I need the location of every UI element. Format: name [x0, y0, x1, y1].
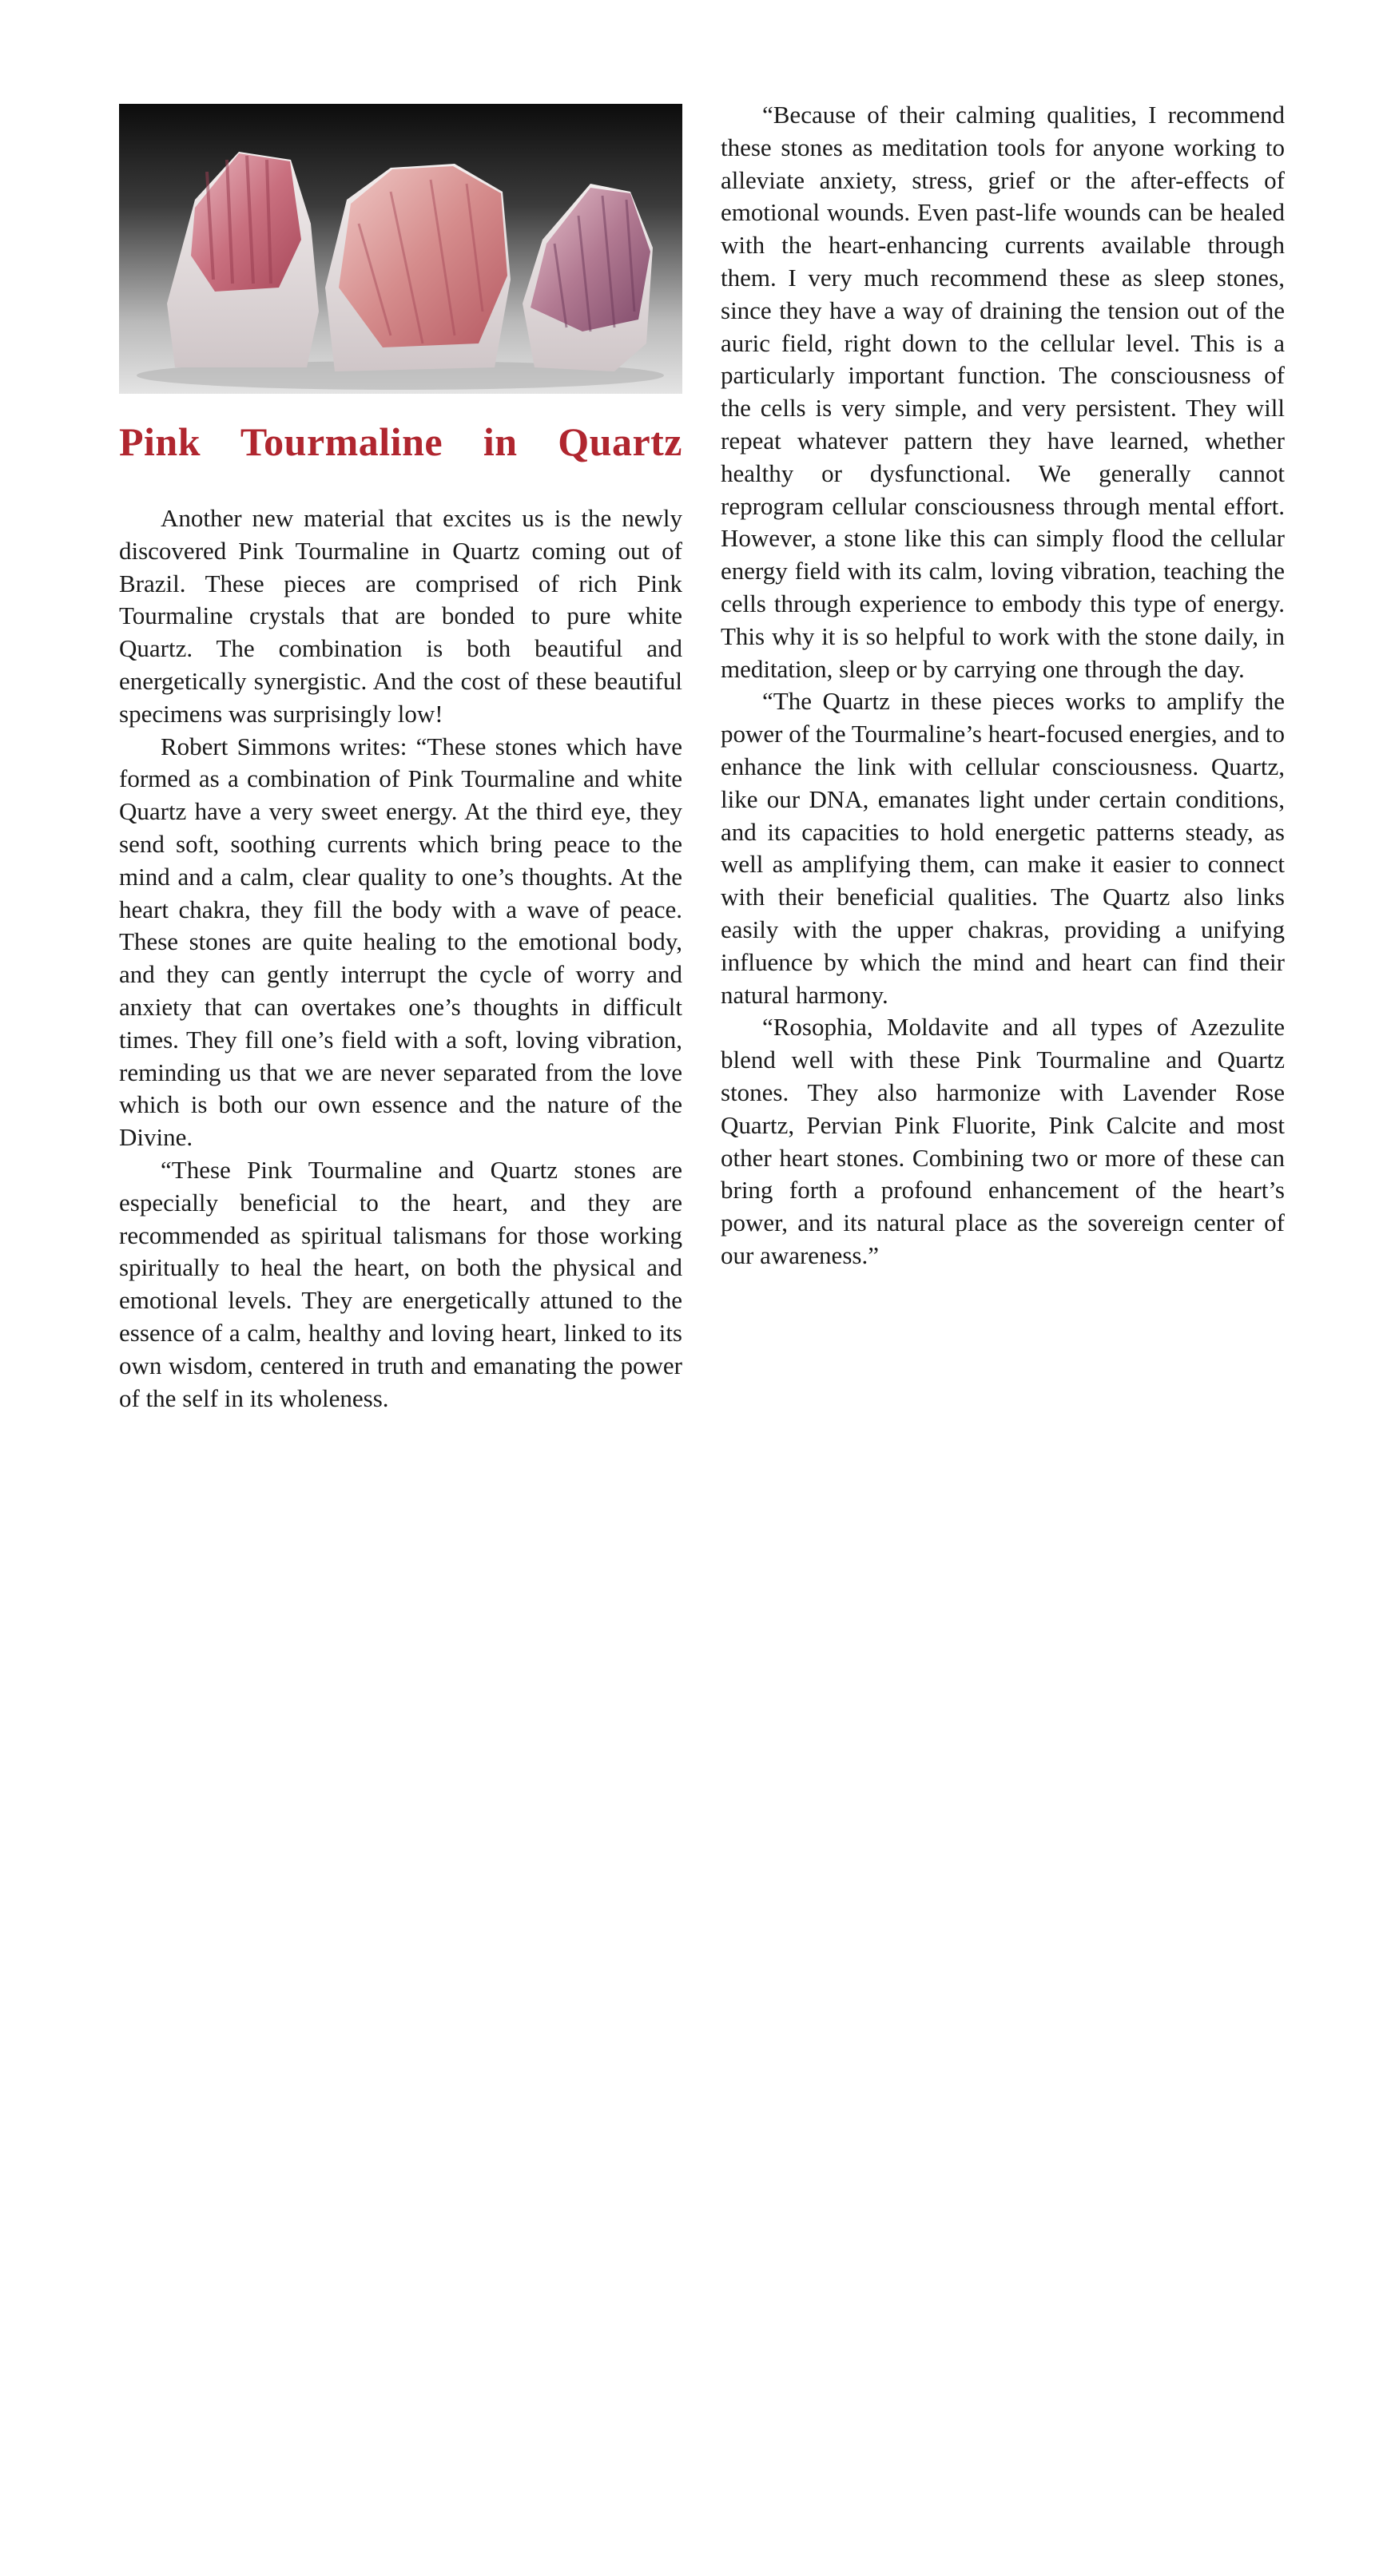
- article-title: Pink Tourmaline in Quartz: [119, 419, 682, 464]
- paragraph: “The Quartz in these pieces works to amplify the power of the Tourmaline’s heart-focused energies, and to enhance the link with cellular consciousness. Quartz, like our DNA, emanates light under certain conditions, and its capacities to hold energetic patterns steady, as well as amplifying them, can make it easier to connect with their beneficial qualities. The Quartz also links easily with the upper chakras, providing a unifying influence by which the mind and heart can find their natural harmony.: [721, 687, 1286, 1009]
- paragraph: Another new material that excites us is the newly discovered Pink Tourmaline in Quartz coming out of Brazil. These pieces are comprised of rich Pink Tourmaline crystals that are bonded to pure white Quartz. The combination is both beautiful and energetically synergistic. And the cost of these beautiful specimens was surprisingly low!: [119, 504, 682, 728]
- right-column-text: [721, 99, 1285, 1272]
- left-column-text: [119, 502, 682, 1415]
- paragraph: “These Pink Tourmaline and Quartz stones are especially beneficial to the heart, and they are recommended as spiritual talismans for those working spiritually to heal the heart, on both the physical and emotional levels. They are energetically attuned to the essence of a calm, healthy and loving heart, linked to its own wisdom, centered in truth and emanating the power of the self in its wholeness.: [119, 1155, 682, 1412]
- pink-tourmaline-crystals-photo: [119, 104, 682, 394]
- paragraph: “Because of their calming qualities, I recommend these stones as meditation tools for anyone working to alleviate anxiety, stress, grief or the after-effects of emotional wounds. Even past-life wounds can be healed with the heart-enhancing currents available through them. I very much recommend these as sleep stones, since they have a way of draining the tension out of the auric field, right down to the cellular level. This is a particularly important function. The consciousness of the cells is very simple, and very persistent. They will repeat whatever pattern they have learned, whether healthy or dysfunctional. We generally cannot reprogram cellular consciousness through mental effort. However, a stone like this can simply flood the cellular energy field with its calm, loving vibration, teaching the cells through experience to embody this type of energy. This why it is so helpful to work with the stone daily, in meditation, sleep or by carrying one through the day.: [721, 101, 1285, 683]
- left-column: [119, 104, 682, 1415]
- paragraph: “Rosophia, Moldavite and all types of Azezulite blend well with these Pink Tourmaline and Quartz stones. They also harmonize with Lavender Rose Quartz, Pervian Pink Fluorite, Pink Calcite and most other heart stones. Combining two or more of these can bring forth a profound enhancement of the heart’s power, and its natural place as the sovereign center of our awareness.”: [721, 1013, 1285, 1269]
- paragraph: Robert Simmons writes: “These stones which have formed as a combination of Pink Tourmaline and white Quartz have a very sweet energy. At the third eye, they send soft, soothing currents which bring peace to the mind and a calm, clear quality to one’s thoughts. At the heart chakra, they fill the body with a wave of peace. These stones are quite healing to the emotional body, and they can gently interrupt the cycle of worry and anxiety that can overtakes one’s thoughts in difficult times. They fill one’s field with a soft, loving vibration, reminding us that we are never separated from the love which is both our own essence and the nature of the Divine.: [119, 732, 682, 1152]
